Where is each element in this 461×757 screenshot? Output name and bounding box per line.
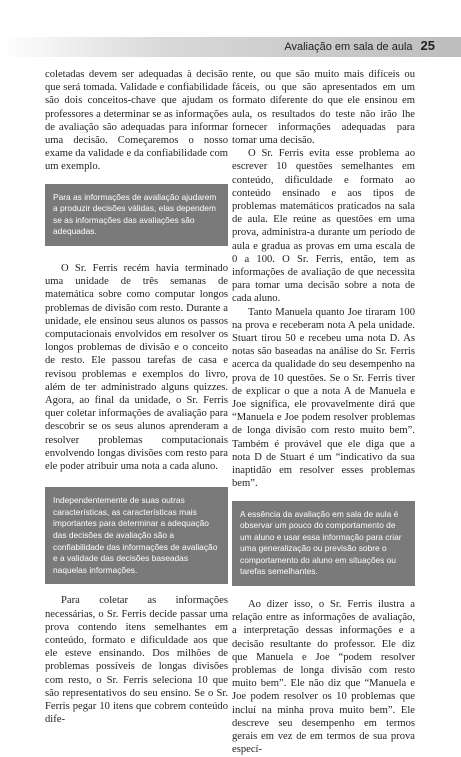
callout-box: A essência da avaliação em sala de aula é observar um pouco do comportamento de um aluno e usar essa informação para criar uma generalização ou previsão sobre o comportamento do aluno em situações ou tarefas semelhantes. (232, 501, 415, 587)
chapter-title: Avaliação em sala de aula (284, 41, 413, 53)
paragraph: rente, ou que são muito mais difíceis ou fáceis, ou que são apresentados em um formato diferente do que ele ensinou em aula, os resultados do teste não irão lhe fornecer informações adequadas para tomar uma decisão. (232, 69, 415, 147)
callout-box: Para as informações de avaliação ajudarem a produzir decisões válidas, elas dependem se as informações das avaliações são adequadas. (45, 184, 228, 246)
paragraph: O Sr. Ferris recém havia terminado uma unidade de três semanas de matemática sobre como computar longos problemas de divisão com resto. Durante a unidade, ele ensinou seus alunos os passos computacionais envolvidos em resolver os longos problemas de divisão e o conceito de resto. Ele passou tarefas de casa e revisou problemas e exemplos do livro, além de ter administrado alguns quizzes. Agora, ao final da unidade, o Sr. Ferris quer coletar informações de avaliação para descobrir se os seus alunos aprenderam a resolver problemas computacionais envolvendo longas divisões com resto para ele poder atribuir uma nota a cada aluno. (45, 263, 228, 473)
paragraph: O Sr. Ferris evita esse problema ao escrever 10 questões semelhantes em conteúdo, dificuldade e formato ao conteúdo ensinado e aos tipos de problemas matemáticos praticados na sala de aula. Ele reúne as questões em uma prova, administra-a durante um período de aula e gradua as provas em uma escala de 0 a 100. O Sr. Ferris, então, tem as informações de avaliação de que necessita para tomar uma decisão sobre a nota de cada aluno. (232, 148, 415, 305)
paragraph: coletadas devem ser adequadas à decisão que será tomada. Validade e confiabilidade são dois conceitos-chave que ajudam os professores a determinar se as informações de avaliação são adequadas para informar uma decisão. Começaremos o nosso exame da validade e da confiabilidade com um exemplo. (45, 69, 228, 173)
paragraph: Ao dizer isso, o Sr. Ferris ilustra a relação entre as informações de avaliação, a interpretação dessas informações e a decisão resultante do professor. Ele diz que Manuela e Joe “podem resolver problemas de longa divisão com resto muito bem”. Ele não diz que “Manuela e Joe podem resolver os 10 problemas que incluí na minha prova muito bem”. Ele descreve seu desempenho em termos gerais em vez de em termos de sua prova especí- (232, 599, 415, 756)
right-column (232, 68, 415, 757)
left-column (45, 68, 228, 726)
page-number: 25 (420, 38, 435, 53)
paragraph: Tanto Manuela quanto Joe tiraram 100 na prova e receberam nota A pela unidade. Stuart tirou 50 e recebeu uma nota D. As notas são baseadas na análise do Sr. Ferris acerca da qualidade do seu desempenho na prova de 10 questões. Se o Sr. Ferris tiver de explicar o que a nota A de Manuela e Joe significa, ele provavelmente dirá que “Manuela e Joe podem resolver problemas de longa divisão com resto muito bem”. Também é provável que ele diga que a nota D de Stuart é um “indicativo da sua inaptidão em resolver esses problemas bem”. (232, 306, 415, 490)
running-header (0, 37, 461, 57)
paragraph: Para coletar as informações necessárias, o Sr. Ferris decide passar uma prova contendo itens semelhantes em conteúdo, formato e dificuldade aos que ele esteve ensinando. Dos milhões de problemas possíveis de longas divisões com resto, o Sr. Ferris seleciona 10 que são representativos do seu ensino. Se o Sr. Ferris pegar 10 itens que cobrem conteúdo dife- (45, 595, 228, 726)
callout-box: Independentemente de suas outras características, as características mais importantes para determinar a adequação das decisões de avaliação são a confiabilidade das informações de avaliação e a validade das decisões baseadas naquelas informações. (45, 487, 228, 584)
header-content (284, 38, 435, 53)
